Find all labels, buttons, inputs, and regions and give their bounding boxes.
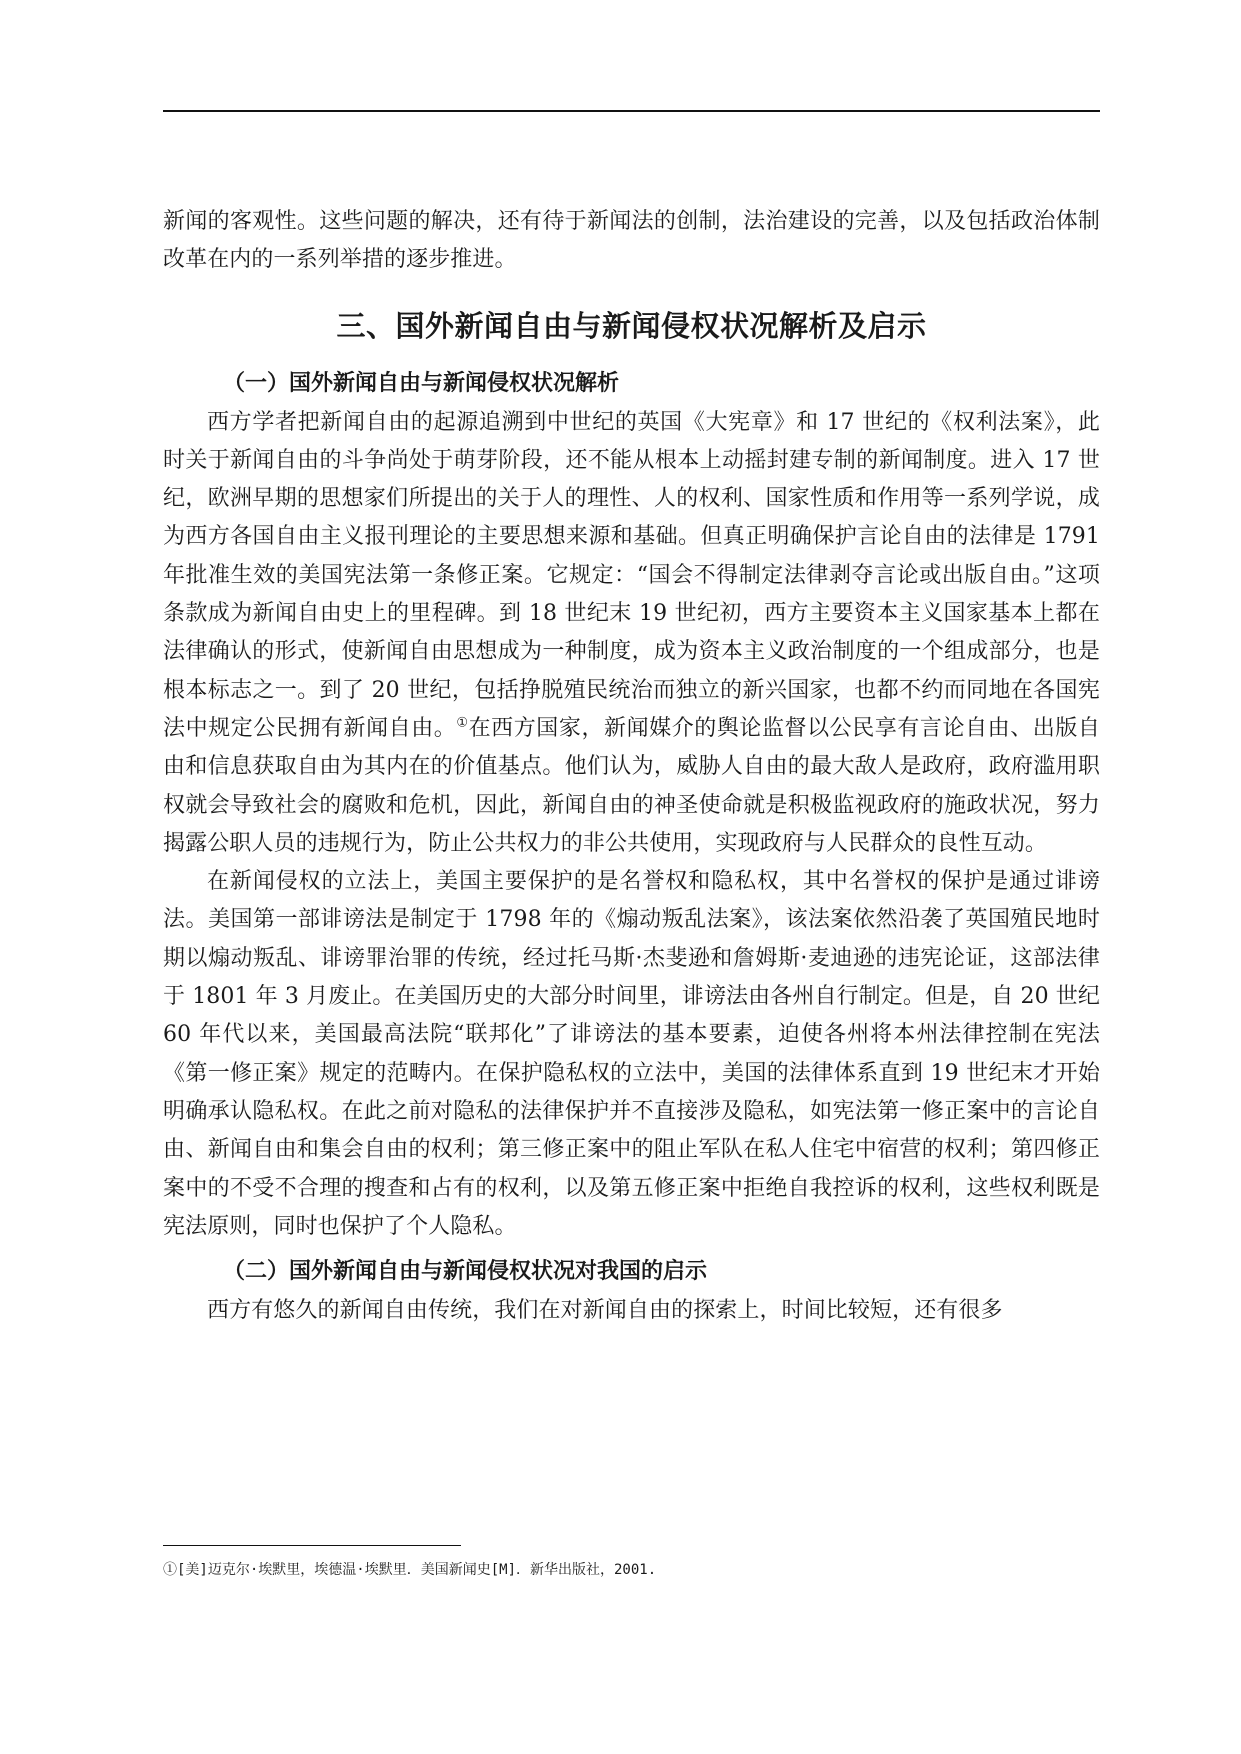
paragraph-press-freedom [163,404,1100,864]
body-content [163,203,1100,1330]
subsection-title-1: （一）国外新闻自由与新闻侵权状况解析 [223,370,620,396]
footnote-rule [163,1545,461,1546]
paragraph-press-infringement: 在新闻侵权的立法上，美国主要保护的是名誉权和隐私权，其中名誉权的保护是通过诽谤法。美国第一部诽谤法是制定于 1798 年的《煽动叛乱法案》，该法案依然沿袭了英国殖民地时期以煽动叛乱、诽谤罪治罪的传统，经过托马斯·杰斐逊和詹姆斯·麦迪逊的违宪论证，这部法律于 1801 年 3 月废止。在美国历史的大部分时间里，诽谤法由各州自行制定。但是，自 20 世纪 60 年代以来，美国最高法院“联邦化”了诽谤法的基本要素，迫使各州将本州法律控制在宪法《第一修正案》规定的范畴内。在保护隐私权的立法中，美国的法律体系直到 19 世纪末才开始明确承认隐私权。在此之前对隐私的法律保护并不直接涉及隐私，如宪法第一修正案中的言论自由、新闻自由和集会自由的权利；第三修正案中的阻止军队在私人住宅中宿营的权利；第四修正案中的不受不合理的搜查和占有的权利，以及第五修正案中拒绝自我控诉的权利，这些权利既是宪法原则，同时也保护了个人隐私。 [163,869,1100,1239]
paragraph-implications: 西方有悠久的新闻自由传统，我们在对新闻自由的探索上，时间比较短，还有很多 [207,1298,1003,1324]
footnote: ①[美]迈克尔·埃默里，埃德温·埃默里．美国新闻史[M]．新华出版社，2001. [163,1562,657,1578]
intro-paragraph: 新闻的客观性。这些问题的解决，还有待于新闻法的创制，法治建设的完善，以及包括政治体制改革在内的一系列举措的逐步推进。 [163,209,1100,273]
subsection-title-2: （二）国外新闻自由与新闻侵权状况对我国的启示 [223,1259,708,1285]
footnote-reference: ① [456,715,469,731]
section-title: 三、国外新闻自由与新闻侵权状况解析及启示 [336,308,927,343]
header-rule [163,110,1100,112]
paragraph-text: 西方学者把新闻自由的起源追溯到中世纪的英国《大宪章》和 17 世纪的《权利法案》，此时关于新闻自由的斗争尚处于萌芽阶段，还不能从根本上动摇封建专制的新闻制度。进入 17 世纪，欧洲早期的思想家们所提出的关于人的理性、人的权利、国家性质和作用等一系列学说，成为西方各国自由主义报刊理论的主要思想来源和基础。但真正明确保护言论自由的法律是 1791 年批准生效的美国宪法第一条修正案。它规定：“国会不得制定法律剥夺言论或出版自由。”这项条款成为新闻自由史上的里程碑。到 18 世纪末 19 世纪初，西方主要资本主义国家基本上都在法律确认的形式，使新闻自由思想成为一种制度，成为资本主义政治制度的一个组成部分，也是根本标志之一。到了 20 世纪，包括挣脱殖民统治而独立的新兴国家，也都不约而同地在各国宪法中规定公民拥有新闻自由。 [163,409,1100,741]
paragraph-text: 在西方国家，新闻媒介的舆论监督以公民享有言论自由、出版自由和信息获取自由为其内在的价值基点。他们认为，威胁人自由的最大敌人是政府，政府滥用职权就会导致社会的腐败和危机，因此，新闻自由的神圣使命就是积极监视政府的施政状况，努力揭露公职人员的违规行为，防止公共权力的非公共使用，实现政府与人民群众的良性互动。 [163,715,1100,856]
